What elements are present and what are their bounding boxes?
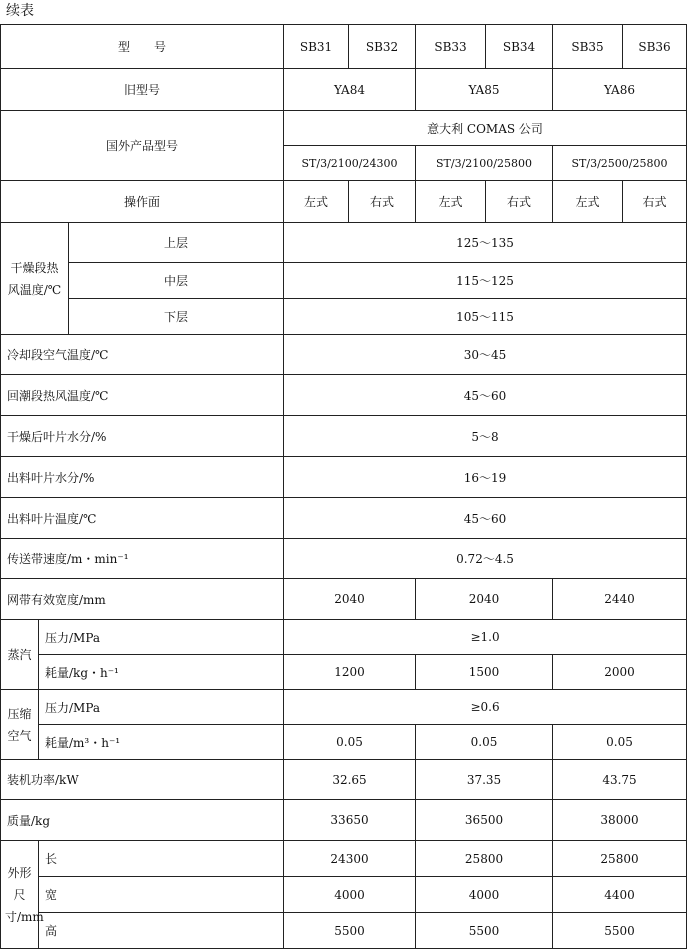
row-side — [1, 181, 687, 223]
power-3: 43.75 — [553, 760, 687, 800]
dims-group-label: 外形尺寸/mm — [1, 841, 39, 949]
row-mass — [1, 800, 687, 841]
drying-middle-value: 115～125 — [284, 263, 687, 299]
dim-width-3: 4400 — [553, 877, 687, 913]
row-model — [1, 25, 687, 69]
steam-pressure-value: ≥1.0 — [284, 620, 687, 655]
dim-length-1: 24300 — [284, 841, 416, 877]
row-air-consumption — [1, 725, 687, 760]
air-consumption-label: 耗量/m³・h⁻¹ — [39, 725, 284, 760]
side-4: 右式 — [486, 181, 553, 223]
table-caption: 续表 — [6, 3, 34, 19]
old-model-ya86: YA86 — [553, 69, 687, 111]
old-model-ya85: YA85 — [416, 69, 553, 111]
side-6: 右式 — [623, 181, 687, 223]
drying-group-label: 干燥段热风温度/℃ — [1, 223, 69, 335]
model-sb31: SB31 — [284, 25, 349, 69]
drying-upper-value: 125～135 — [284, 223, 687, 263]
air-consumption-3: 0.05 — [553, 725, 687, 760]
outlet-temp-value: 45～60 — [284, 498, 687, 539]
side-5: 左式 — [553, 181, 623, 223]
belt-width-3: 2440 — [553, 579, 687, 620]
row-old-model — [1, 69, 687, 111]
steam-pressure-label: 压力/MPa — [39, 620, 284, 655]
air-pressure-value: ≥0.6 — [284, 690, 687, 725]
dim-length-3: 25800 — [553, 841, 687, 877]
row-dim-width — [1, 877, 687, 913]
dim-height-2: 5500 — [416, 913, 553, 949]
row-reconditioning — [1, 375, 687, 416]
row-drying-lower — [1, 299, 687, 335]
foreign-model-3: ST/3/2500/25800 — [553, 146, 687, 181]
row-steam-pressure — [1, 620, 687, 655]
reconditioning-label: 回潮段热风温度/℃ — [1, 375, 284, 416]
row-outlet-temp — [1, 498, 687, 539]
air-consumption-2: 0.05 — [416, 725, 553, 760]
model-sb32: SB32 — [349, 25, 416, 69]
moisture-after-label: 干燥后叶片水分/% — [1, 416, 284, 457]
model-sb35: SB35 — [553, 25, 623, 69]
belt-width-2: 2040 — [416, 579, 553, 620]
row-steam-consumption — [1, 655, 687, 690]
dim-length-2: 25800 — [416, 841, 553, 877]
outlet-temp-label: 出料叶片温度/℃ — [1, 498, 284, 539]
reconditioning-value: 45～60 — [284, 375, 687, 416]
power-2: 37.35 — [416, 760, 553, 800]
dim-height-3: 5500 — [553, 913, 687, 949]
old-model-label: 旧型号 — [1, 69, 284, 111]
row-moisture-after — [1, 416, 687, 457]
belt-width-label: 网带有效宽度/mm — [1, 579, 284, 620]
row-drying-middle — [1, 263, 687, 299]
power-label: 装机功率/kW — [1, 760, 284, 800]
mass-3: 38000 — [553, 800, 687, 841]
power-1: 32.65 — [284, 760, 416, 800]
row-outlet-moisture — [1, 457, 687, 498]
side-1: 左式 — [284, 181, 349, 223]
row-power — [1, 760, 687, 800]
foreign-model-2: ST/3/2100/25800 — [416, 146, 553, 181]
cooling-value: 30～45 — [284, 335, 687, 375]
row-belt-speed — [1, 539, 687, 579]
model-sb36: SB36 — [623, 25, 687, 69]
mass-label: 质量/kg — [1, 800, 284, 841]
steam-consumption-1: 1200 — [284, 655, 416, 690]
old-model-ya84: YA84 — [284, 69, 416, 111]
mass-1: 33650 — [284, 800, 416, 841]
side-2: 右式 — [349, 181, 416, 223]
row-cooling — [1, 335, 687, 375]
dim-length-label: 长 — [39, 841, 284, 877]
side-label: 操作面 — [1, 181, 284, 223]
foreign-label: 国外产品型号 — [1, 111, 284, 181]
spec-table — [0, 24, 687, 949]
moisture-after-value: 5～8 — [284, 416, 687, 457]
row-air-pressure — [1, 690, 687, 725]
belt-speed-label: 传送带速度/m・min⁻¹ — [1, 539, 284, 579]
steam-group-label: 蒸汽 — [1, 620, 39, 690]
foreign-model-1: ST/3/2100/24300 — [284, 146, 416, 181]
air-group-label: 压缩空气 — [1, 690, 39, 760]
row-dim-length — [1, 841, 687, 877]
model-sb34: SB34 — [486, 25, 553, 69]
model-label: 型 号 — [1, 25, 284, 69]
mass-2: 36500 — [416, 800, 553, 841]
belt-width-1: 2040 — [284, 579, 416, 620]
row-drying-upper — [1, 223, 687, 263]
row-belt-width — [1, 579, 687, 620]
air-consumption-1: 0.05 — [284, 725, 416, 760]
steam-consumption-2: 1500 — [416, 655, 553, 690]
dim-height-1: 5500 — [284, 913, 416, 949]
drying-middle-label: 中层 — [69, 263, 284, 299]
row-dim-height — [1, 913, 687, 949]
side-3: 左式 — [416, 181, 486, 223]
dim-width-1: 4000 — [284, 877, 416, 913]
model-sb33: SB33 — [416, 25, 486, 69]
dim-width-label: 宽 — [39, 877, 284, 913]
air-pressure-label: 压力/MPa — [39, 690, 284, 725]
foreign-brand: 意大利 COMAS 公司 — [284, 111, 687, 146]
row-foreign-brand — [1, 111, 687, 146]
drying-upper-label: 上层 — [69, 223, 284, 263]
dim-width-2: 4000 — [416, 877, 553, 913]
belt-speed-value: 0.72～4.5 — [284, 539, 687, 579]
outlet-moisture-value: 16～19 — [284, 457, 687, 498]
outlet-moisture-label: 出料叶片水分/% — [1, 457, 284, 498]
steam-consumption-label: 耗量/kg・h⁻¹ — [39, 655, 284, 690]
steam-consumption-3: 2000 — [553, 655, 687, 690]
drying-lower-value: 105～115 — [284, 299, 687, 335]
cooling-label: 冷却段空气温度/℃ — [1, 335, 284, 375]
drying-lower-label: 下层 — [69, 299, 284, 335]
dim-height-label: 高 — [39, 913, 284, 949]
